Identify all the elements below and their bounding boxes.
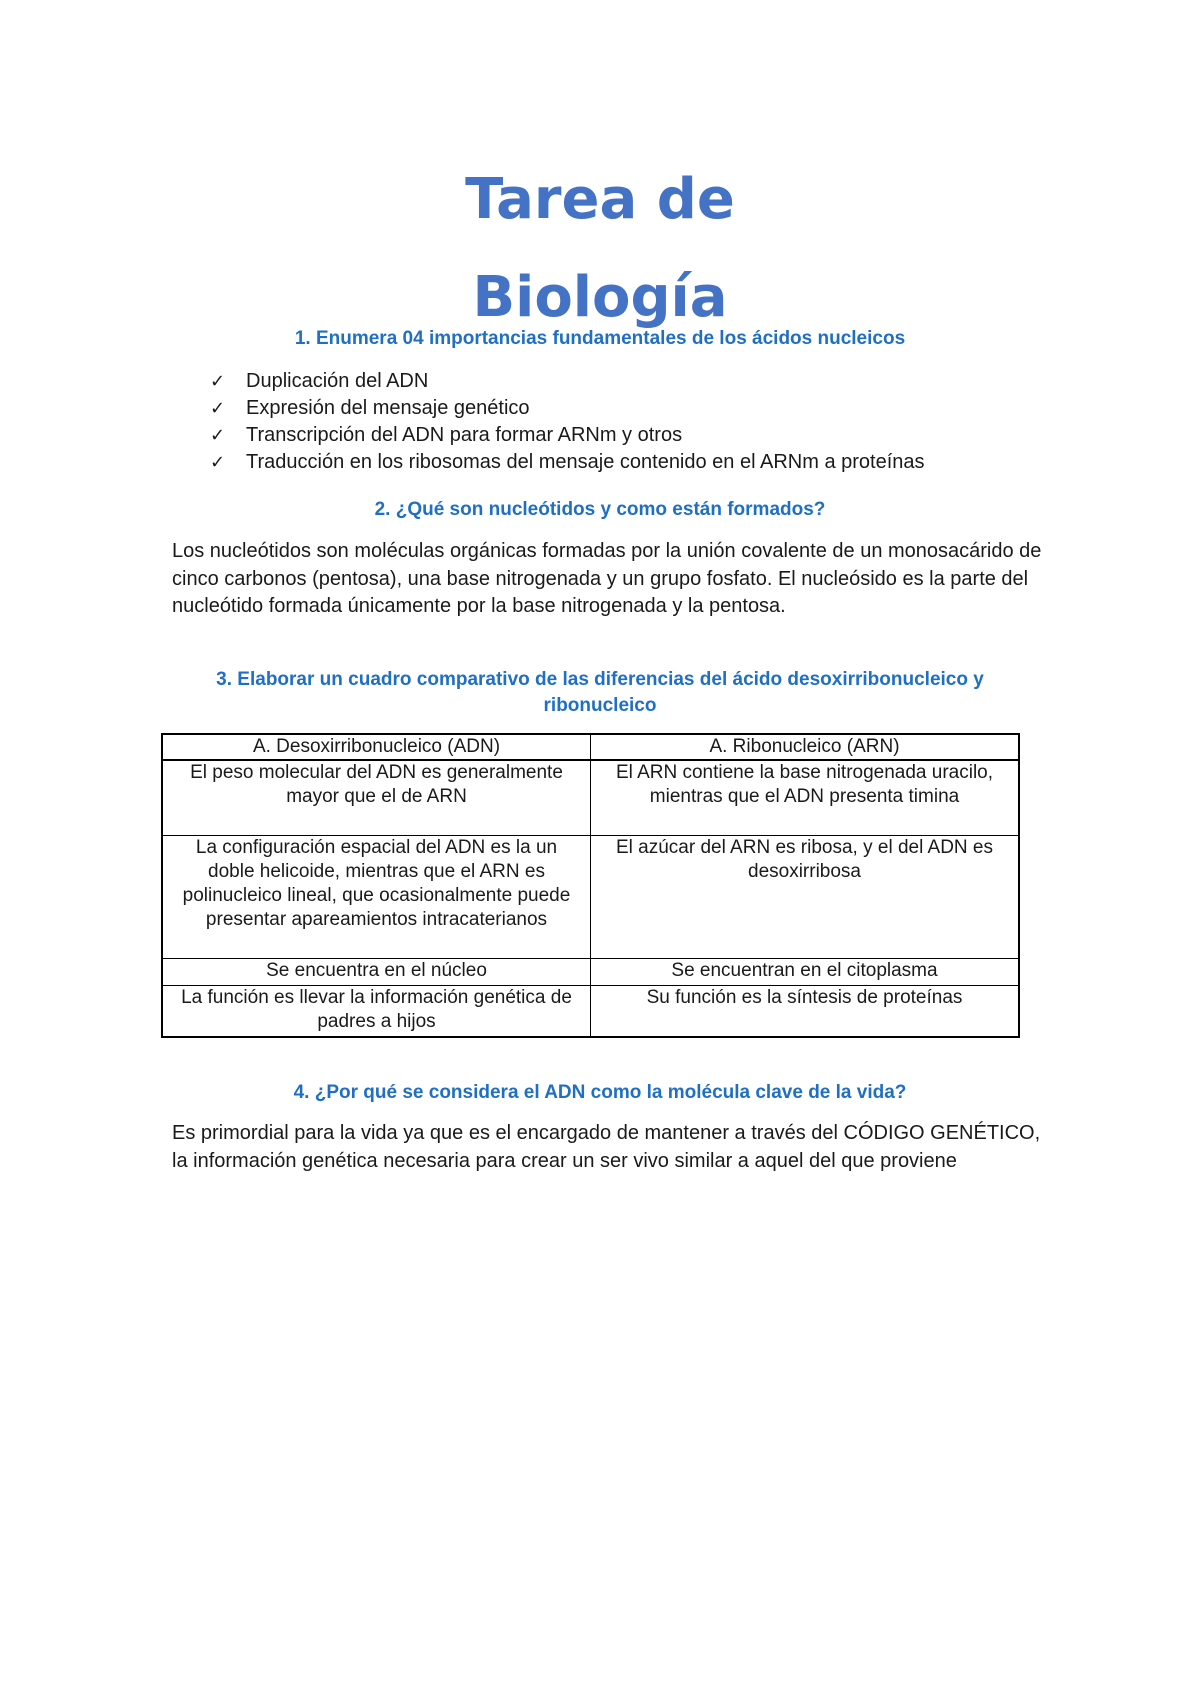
list-item-text: Traducción en los ribosomas del mensaje contenido en el ARNm a proteínas (246, 451, 925, 473)
list-item (210, 395, 925, 422)
comparison-table (161, 733, 1020, 1038)
list-item (210, 449, 925, 476)
question-2-heading: 2. ¿Qué son nucleótidos y como están formados? (374, 499, 826, 520)
table-cell-arn: Se encuentran en el citoplasma (591, 959, 1020, 986)
table-row (162, 959, 1019, 986)
list-item (210, 368, 925, 395)
table-cell-adn: El peso molecular del ADN es generalmente mayor que el de ARN (162, 760, 591, 836)
table-header-row (162, 734, 1019, 760)
column-header-arn: A. Ribonucleico (ARN) (591, 734, 1020, 760)
table-row (162, 760, 1019, 836)
list-item-text: Transcripción del ADN para formar ARNm y otros (246, 424, 683, 446)
table-cell-arn: Su función es la síntesis de proteínas (591, 986, 1020, 1038)
document-title-line-2: Biología (472, 265, 728, 330)
table-row (162, 836, 1019, 959)
list-item-text: Duplicación del ADN (246, 370, 429, 392)
column-header-adn: A. Desoxirribonucleico (ADN) (162, 734, 591, 760)
question-2-answer: Los nucleótidos son moléculas orgánicas formadas por la unión covalente de un monosacárido de cinco carbonos (pentosa), una base nitrogenada y un grupo fosfato. El nucleósido es la parte del nucleótido formada únicamente por la base nitrogenada y la pentosa. (172, 540, 1042, 617)
document-title-line-1: Tarea de (465, 167, 735, 232)
list-item (210, 422, 925, 449)
checkmark-icon: ✓ (210, 452, 226, 473)
checkmark-icon: ✓ (210, 371, 226, 392)
checkmark-icon: ✓ (210, 425, 226, 446)
importance-list (210, 368, 925, 476)
table-cell-arn: El ARN contiene la base nitrogenada uracilo, mientras que el ADN presenta timina (591, 760, 1020, 836)
checkmark-icon: ✓ (210, 398, 226, 419)
question-4-answer: Es primordial para la vida ya que es el encargado de mantener a través del CÓDIGO GENÉTICO, la información genética necesaria para crear un ser vivo similar a aquel del que proviene (172, 1122, 1041, 1172)
table-cell-adn: La configuración espacial del ADN es la un doble helicoide, mientras que el ARN es polinucleico lineal, que ocasionalmente puede presentar apareamientos intracaterianos (162, 836, 591, 959)
question-3-heading: 3. Elaborar un cuadro comparativo de las diferencias del ácido desoxirribonucleico y ribonucleico (216, 669, 984, 716)
list-item-text: Expresión del mensaje genético (246, 397, 530, 419)
table-cell-adn: Se encuentra en el núcleo (162, 959, 591, 986)
question-1-heading: 1. Enumera 04 importancias fundamentales de los ácidos nucleicos (294, 328, 906, 349)
table-cell-arn: El azúcar del ARN es ribosa, y el del ADN es desoxirribosa (591, 836, 1020, 959)
table-cell-adn: La función es llevar la información genética de padres a hijos (162, 986, 591, 1038)
table-row (162, 986, 1019, 1038)
question-4-heading: 4. ¿Por qué se considera el ADN como la molécula clave de la vida? (293, 1082, 907, 1103)
